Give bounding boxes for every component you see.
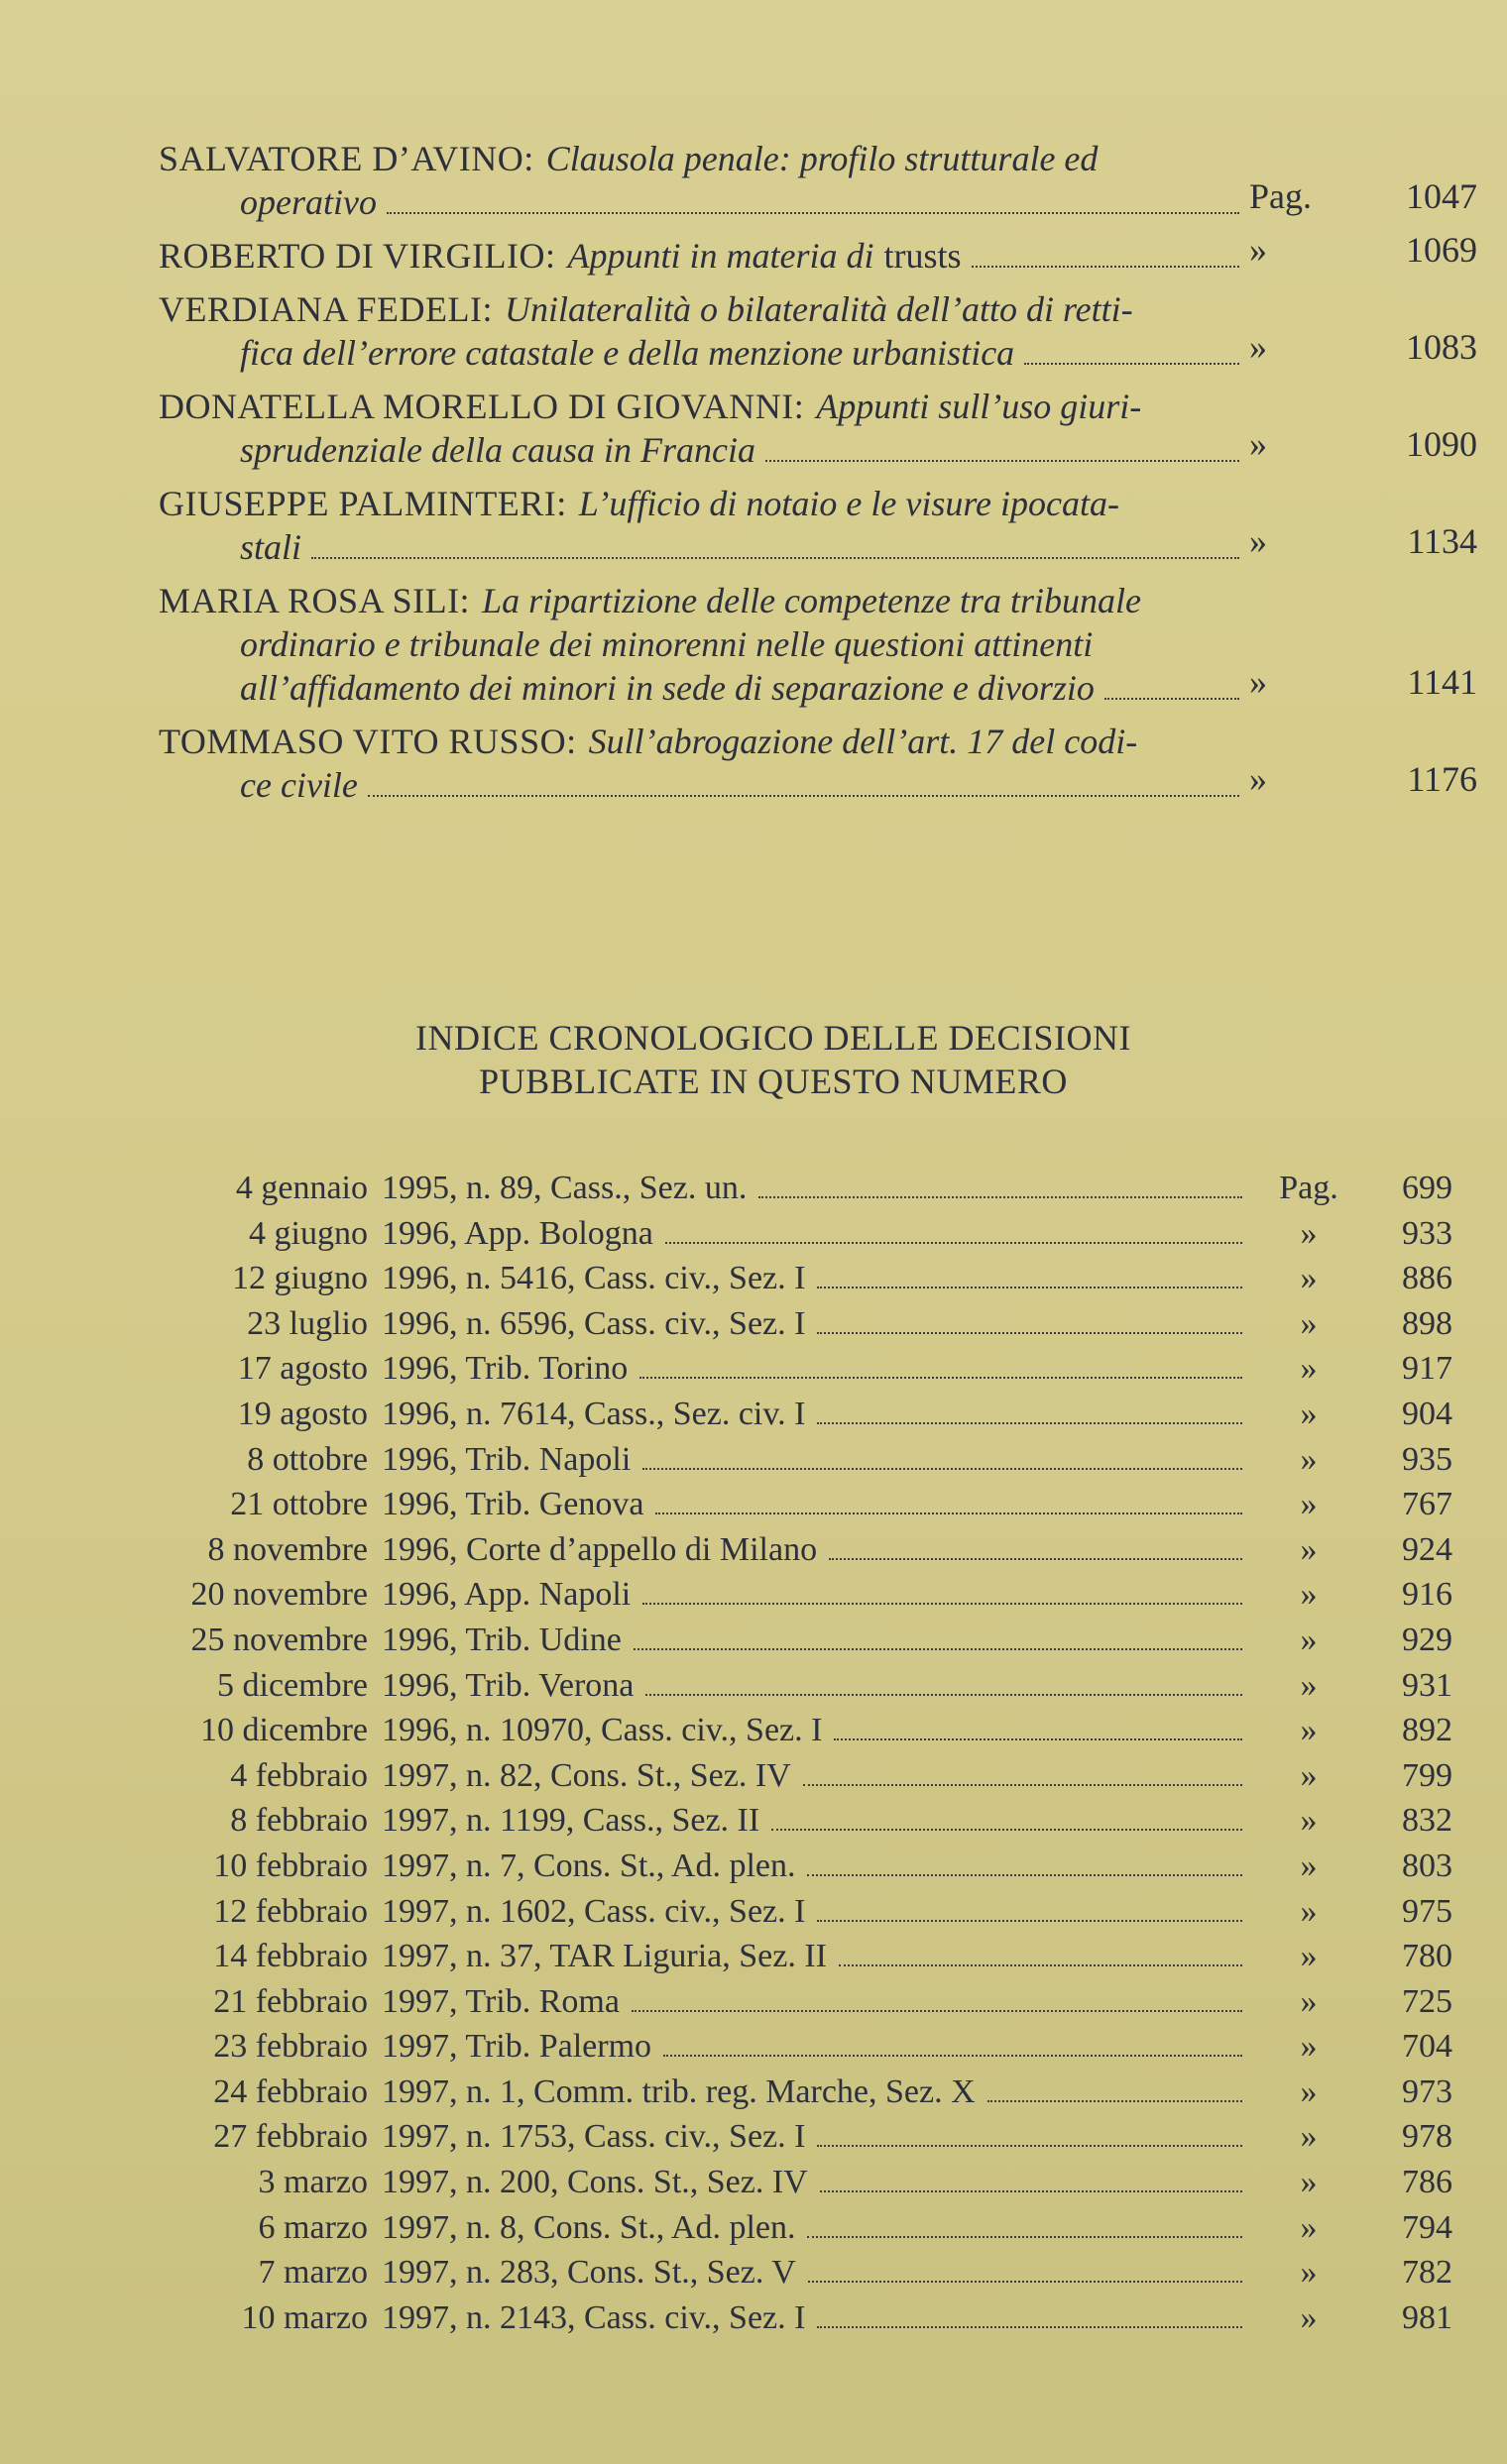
decision-text: 1997, n. 200, Cons. St., Sez. IV <box>382 2164 808 2201</box>
page-number: 916 <box>1402 1576 1452 1614</box>
decision-date: 8 novembre <box>207 1530 368 1568</box>
dot-leader <box>642 1603 1242 1605</box>
decision-text: 1997, n. 283, Cons. St., Sez. V <box>382 2254 796 2292</box>
decision-text: 1997, Trib. Roma <box>382 1982 620 2020</box>
article-author: GIUSEPPE PALMINTERI: <box>159 484 567 523</box>
decision-row <box>159 1170 1467 1215</box>
decision-date: 3 marzo <box>258 2164 368 2201</box>
page-label: » <box>1300 1938 1318 1975</box>
page-number: 973 <box>1402 2072 1452 2110</box>
decision-text: 1997, n. 37, TAR Liguria, Sez. II <box>382 1938 827 1975</box>
article-line <box>159 482 1249 525</box>
dot-leader <box>639 1377 1242 1379</box>
decision-text: 1996, Trib. Udine <box>382 1621 622 1658</box>
article-body <box>159 385 1249 472</box>
article-title: stali <box>240 527 302 567</box>
decision-row <box>159 1215 1467 1261</box>
dot-leader <box>634 1648 1242 1650</box>
dot-leader <box>632 2010 1242 2012</box>
article-line <box>159 666 1249 710</box>
decision-description <box>382 1170 1254 1207</box>
decision-text: 1996, n. 10970, Cass. civ., Sez. I <box>382 1712 823 1749</box>
dot-leader <box>758 1196 1242 1198</box>
decisions-list <box>159 1170 1467 2344</box>
article-body <box>159 234 1249 278</box>
decision-description <box>382 1396 1254 1433</box>
dot-leader <box>817 1920 1242 1922</box>
heading-line-1: INDICE CRONOLOGICO DELLE DECISIONI <box>415 1018 1131 1058</box>
page-number: 1090 <box>1406 424 1477 464</box>
article-page-ref <box>1249 660 1477 704</box>
dot-leader <box>368 795 1239 797</box>
decision-row <box>159 1531 1467 1577</box>
decision-description <box>382 2209 1254 2247</box>
decision-date: 20 novembre <box>190 1576 368 1614</box>
article-title: sprudenziale della causa in Francia <box>240 430 755 470</box>
article-title: ce civile <box>240 765 358 805</box>
article-line <box>159 763 1249 807</box>
page-number: 803 <box>1402 1847 1452 1884</box>
decision-text: 1997, n. 1, Comm. trib. reg. Marche, Sez. X <box>382 2072 976 2110</box>
decision-description <box>382 1260 1254 1297</box>
decision-row <box>159 1396 1467 1441</box>
dot-leader <box>808 2281 1242 2283</box>
page-label: » <box>1300 1530 1318 1568</box>
dot-leader <box>972 266 1239 268</box>
article-line <box>159 385 1249 428</box>
page-number: 1069 <box>1406 230 1477 270</box>
decision-row <box>159 2118 1467 2164</box>
page-number: 832 <box>1402 1802 1452 1840</box>
page-label: » <box>1300 1576 1318 1614</box>
decision-text: 1997, n. 8, Cons. St., Ad. plen. <box>382 2208 796 2246</box>
decision-row <box>159 1938 1467 1983</box>
page-number: 786 <box>1402 2164 1452 2201</box>
page-number: 931 <box>1402 1666 1452 1704</box>
article-body <box>159 482 1249 569</box>
page-number: 978 <box>1402 2118 1452 2156</box>
article-page-ref <box>1249 422 1477 466</box>
decision-date: 4 gennaio <box>235 1170 368 1206</box>
article-title: ordinario e tribunale dei minorenni nelle questioni attinenti <box>240 624 1094 664</box>
article-page-ref <box>1249 519 1477 563</box>
decision-description <box>382 2118 1254 2156</box>
decision-date: 21 febbraio <box>213 1982 368 2020</box>
page-label: » <box>1300 2164 1318 2201</box>
decision-row <box>159 2028 1467 2073</box>
article-title-plain: trusts <box>883 236 962 276</box>
decision-text: 1997, n. 1199, Cass., Sez. II <box>382 1802 760 1840</box>
decision-row <box>159 2254 1467 2299</box>
decision-description <box>382 1486 1254 1523</box>
decision-row <box>159 1802 1467 1848</box>
decision-description <box>382 1848 1254 1885</box>
decision-row <box>159 2164 1467 2209</box>
decision-text: 1996, Trib. Genova <box>382 1486 644 1523</box>
dot-leader <box>387 212 1239 214</box>
dot-leader <box>645 1694 1242 1696</box>
decision-date: 27 febbraio <box>213 2118 368 2156</box>
page-label: » <box>1249 424 1267 464</box>
decision-text: 1997, n. 2143, Cass. civ., Sez. I <box>382 2298 806 2336</box>
page-label: » <box>1300 2028 1318 2066</box>
page-number: 898 <box>1402 1304 1452 1342</box>
decision-date: 8 febbraio <box>230 1802 368 1840</box>
article-line <box>159 180 1249 224</box>
articles-list <box>159 137 1477 817</box>
decision-row <box>159 1757 1467 1803</box>
decision-row <box>159 1350 1467 1396</box>
page-label: » <box>1300 1982 1318 2020</box>
dot-leader <box>663 2055 1242 2057</box>
decision-row <box>159 1576 1467 1622</box>
decision-description <box>382 1712 1254 1749</box>
decision-date: 25 novembre <box>190 1621 368 1658</box>
article-title: Appunti in materia di <box>567 236 874 276</box>
page-number: 1134 <box>1407 521 1477 561</box>
article-entry <box>159 720 1477 807</box>
page-number: 929 <box>1402 1621 1452 1658</box>
decision-text: 1997, n. 1602, Cass. civ., Sez. I <box>382 1892 806 1930</box>
article-entry <box>159 137 1477 224</box>
page-label: » <box>1249 230 1267 270</box>
article-entry <box>159 287 1477 375</box>
decision-date: 10 marzo <box>241 2298 368 2336</box>
decision-description <box>382 1622 1254 1659</box>
page-number: 917 <box>1402 1350 1452 1388</box>
dot-leader <box>817 2326 1242 2328</box>
decision-date: 23 febbraio <box>213 2028 368 2066</box>
decision-description <box>382 1441 1254 1479</box>
page-label: » <box>1300 1712 1318 1749</box>
decision-date: 4 giugno <box>249 1214 368 1252</box>
article-title: operativo <box>240 182 377 222</box>
decision-row <box>159 2073 1467 2119</box>
page-label: » <box>1300 2298 1318 2336</box>
article-body <box>159 287 1249 375</box>
decision-date: 7 marzo <box>258 2254 368 2292</box>
page-number: 1047 <box>1406 176 1477 216</box>
page-label: » <box>1249 521 1267 561</box>
decision-row <box>159 1305 1467 1351</box>
page-number: 933 <box>1402 1214 1452 1252</box>
page-label: » <box>1300 1395 1318 1432</box>
decision-description <box>382 1215 1254 1253</box>
dot-leader <box>817 1422 1242 1424</box>
decision-date: 12 febbraio <box>213 1892 368 1930</box>
article-page-ref <box>1249 174 1477 218</box>
decision-description <box>382 1893 1254 1931</box>
dot-leader <box>829 1558 1242 1560</box>
page-number: 782 <box>1402 2254 1452 2292</box>
article-page-ref <box>1249 757 1477 801</box>
page-number: 935 <box>1402 1440 1452 1478</box>
page-label: » <box>1300 1486 1318 1523</box>
page-number: 704 <box>1402 2028 1452 2066</box>
page-number: 892 <box>1402 1712 1452 1749</box>
page-label: » <box>1300 2254 1318 2292</box>
decision-description <box>382 2028 1254 2066</box>
dot-leader <box>807 1874 1242 1876</box>
decision-description <box>382 1305 1254 1343</box>
dot-leader <box>1104 698 1239 700</box>
decision-description <box>382 2254 1254 2292</box>
page-label: » <box>1300 2072 1318 2110</box>
dot-leader <box>642 1468 1242 1470</box>
page-label: » <box>1300 1214 1318 1252</box>
decision-description <box>382 1757 1254 1795</box>
dot-leader <box>817 1287 1242 1288</box>
page-label: » <box>1249 662 1267 702</box>
dot-leader <box>820 2190 1242 2192</box>
decision-text: 1996, Trib. Verona <box>382 1666 635 1704</box>
page-number: 1083 <box>1406 327 1477 367</box>
dot-leader <box>834 1738 1242 1740</box>
page-label: » <box>1300 1621 1318 1658</box>
decision-description <box>382 2164 1254 2201</box>
chronological-index-heading <box>297 1016 1249 1103</box>
article-title: Appunti sull’uso giuri- <box>816 387 1142 426</box>
decision-date: 12 giugno <box>232 1260 368 1297</box>
decision-date: 14 febbraio <box>213 1938 368 1975</box>
article-page-ref <box>1249 228 1477 272</box>
decision-row <box>159 1667 1467 1713</box>
decision-description <box>382 2073 1254 2111</box>
article-title: Sull’abrogazione dell’art. 17 del codi- <box>588 722 1138 761</box>
page-label: » <box>1300 1802 1318 1840</box>
article-author: MARIA ROSA SILI: <box>159 581 471 620</box>
decision-text: 1996, App. Bologna <box>382 1214 653 1252</box>
decision-date: 19 agosto <box>237 1395 368 1432</box>
decision-text: 1996, n. 6596, Cass. civ., Sez. I <box>382 1304 806 1342</box>
page-label: » <box>1300 1260 1318 1297</box>
article-line <box>159 331 1249 375</box>
dot-leader <box>765 460 1239 462</box>
page-number: 981 <box>1402 2298 1452 2336</box>
article-line <box>159 720 1249 763</box>
article-line <box>159 622 1249 666</box>
page-number: 924 <box>1402 1530 1452 1568</box>
dot-leader <box>817 1332 1242 1334</box>
article-entry <box>159 482 1477 569</box>
page-label: Pag. <box>1279 1170 1338 1206</box>
decision-description <box>382 1350 1254 1388</box>
decision-description <box>382 1938 1254 1975</box>
page-label: » <box>1300 2118 1318 2156</box>
article-line <box>159 428 1249 472</box>
page-number: 699 <box>1402 1170 1452 1206</box>
article-body <box>159 137 1249 224</box>
decision-text: 1996, App. Napoli <box>382 1576 632 1614</box>
decision-description <box>382 1531 1254 1569</box>
article-line <box>159 287 1249 331</box>
dot-leader <box>665 1242 1242 1244</box>
page-label: » <box>1300 1440 1318 1478</box>
article-line <box>159 234 1249 278</box>
decision-row <box>159 2299 1467 2345</box>
dot-leader <box>839 1964 1242 1966</box>
dot-leader <box>817 2145 1242 2147</box>
dot-leader <box>1024 363 1239 365</box>
decision-date: 8 ottobre <box>247 1440 368 1478</box>
decision-row <box>159 1983 1467 2029</box>
decision-description <box>382 1983 1254 2021</box>
page-number: 794 <box>1402 2208 1452 2246</box>
decision-date: 4 febbraio <box>230 1756 368 1794</box>
dot-leader <box>807 2236 1242 2238</box>
decision-description <box>382 1576 1254 1614</box>
decision-row <box>159 1441 1467 1487</box>
page-label: » <box>1300 1892 1318 1930</box>
dot-leader <box>655 1512 1242 1514</box>
page-number: 767 <box>1402 1486 1452 1523</box>
decision-row <box>159 1712 1467 1757</box>
decision-text: 1995, n. 89, Cass., Sez. un. <box>382 1170 748 1206</box>
article-title: fica dell’errore catastale e della menzione urbanistica <box>240 333 1015 373</box>
page-number: 799 <box>1402 1756 1452 1794</box>
page-label: » <box>1300 1350 1318 1388</box>
article-title: La ripartizione delle competenze tra tribunale <box>482 581 1141 620</box>
decision-row <box>159 1260 1467 1305</box>
page-label: » <box>1249 759 1267 799</box>
page-number: 1141 <box>1407 662 1477 702</box>
article-entry <box>159 230 1477 278</box>
page-label: » <box>1300 2208 1318 2246</box>
article-author: VERDIANA FEDELI: <box>159 289 493 329</box>
page-number: 1176 <box>1407 759 1477 799</box>
article-entry <box>159 385 1477 472</box>
decision-text: 1997, Trib. Palermo <box>382 2028 652 2066</box>
decision-date: 17 agosto <box>237 1350 368 1388</box>
decision-text: 1996, Corte d’appello di Milano <box>382 1530 818 1568</box>
page-label: Pag. <box>1249 176 1312 216</box>
decision-row <box>159 1622 1467 1667</box>
article-title: Clausola penale: profilo strutturale ed <box>545 139 1099 178</box>
page-label: » <box>1300 1847 1318 1884</box>
decision-date: 10 febbraio <box>213 1847 368 1884</box>
decision-description <box>382 1802 1254 1840</box>
decision-date: 24 febbraio <box>213 2072 368 2110</box>
decision-row <box>159 1486 1467 1531</box>
decision-text: 1996, n. 5416, Cass. civ., Sez. I <box>382 1260 806 1297</box>
decision-text: 1996, Trib. Torino <box>382 1350 629 1388</box>
article-body <box>159 579 1249 710</box>
article-line <box>159 525 1249 569</box>
decision-text: 1996, Trib. Napoli <box>382 1440 632 1478</box>
page-label: » <box>1249 327 1267 367</box>
decision-date: 10 dicembre <box>200 1712 368 1749</box>
heading-line-2: PUBBLICATE IN QUESTO NUMERO <box>479 1062 1068 1101</box>
decision-text: 1997, n. 82, Cons. St., Sez. IV <box>382 1756 791 1794</box>
dot-leader <box>311 557 1239 559</box>
page-number: 780 <box>1402 1938 1452 1975</box>
article-author: DONATELLA MORELLO DI GIOVANNI: <box>159 387 805 426</box>
dot-leader <box>771 1829 1242 1831</box>
decision-date: 6 marzo <box>258 2208 368 2246</box>
article-title: L’ufficio di notaio e le visure ipocata- <box>578 484 1119 523</box>
decision-description <box>382 1667 1254 1705</box>
decision-date: 23 luglio <box>247 1304 368 1342</box>
decision-row <box>159 1893 1467 1939</box>
page-number: 904 <box>1402 1395 1452 1432</box>
decision-text: 1996, n. 7614, Cass., Sez. civ. I <box>382 1395 806 1432</box>
decision-text: 1997, n. 1753, Cass. civ., Sez. I <box>382 2118 806 2156</box>
decision-text: 1997, n. 7, Cons. St., Ad. plen. <box>382 1847 796 1884</box>
article-author: TOMMASO VITO RUSSO: <box>159 722 577 761</box>
page-number: 725 <box>1402 1982 1452 2020</box>
article-line <box>159 137 1249 180</box>
page-label: » <box>1300 1666 1318 1704</box>
page-number: 886 <box>1402 1260 1452 1297</box>
article-line <box>159 579 1249 622</box>
article-entry <box>159 579 1477 710</box>
article-title: all’affidamento dei minori in sede di separazione e divorzio <box>240 668 1095 708</box>
decision-date: 21 ottobre <box>230 1486 368 1523</box>
dot-leader <box>803 1784 1242 1786</box>
article-page-ref <box>1249 325 1477 369</box>
page-label: » <box>1300 1304 1318 1342</box>
page-number: 975 <box>1402 1892 1452 1930</box>
article-author: ROBERTO DI VIRGILIO: <box>159 236 556 276</box>
page-label: » <box>1300 1756 1318 1794</box>
decision-date: 5 dicembre <box>217 1666 368 1704</box>
dot-leader <box>987 2100 1242 2102</box>
decision-description <box>382 2299 1254 2337</box>
article-body <box>159 720 1249 807</box>
decision-row <box>159 2209 1467 2255</box>
article-author: SALVATORE D’AVINO: <box>159 139 534 178</box>
decision-row <box>159 1848 1467 1893</box>
article-title: Unilateralità o bilateralità dell’atto di retti- <box>504 289 1133 329</box>
